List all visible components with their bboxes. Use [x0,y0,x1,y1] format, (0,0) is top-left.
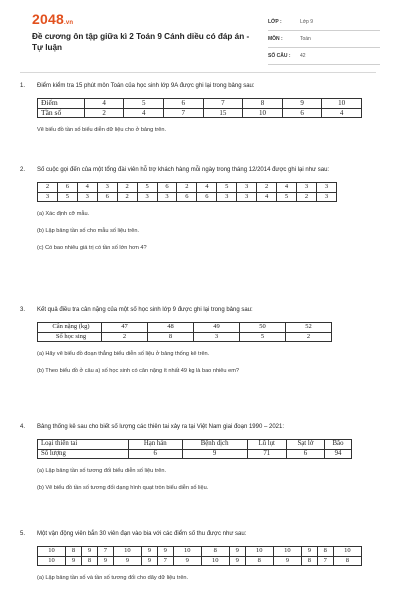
question-number: 3. [20,307,26,313]
table-cell: 7 [317,556,333,566]
table-cell: 6 [57,183,77,193]
question-number: 2. [20,167,26,173]
table-cell: 6 [286,449,324,459]
table-row-header: Số học sing [38,332,102,342]
table-cell: 4 [77,183,97,193]
table-cell: 2 [257,183,277,193]
table-cell: 5 [277,192,297,202]
table-cell: 48 [148,323,194,333]
table-cell: 3 [217,192,237,202]
table-cell: 7 [203,99,243,109]
table-cell: Lũ lụt [247,440,286,450]
question-text: Bảng thống kê sau cho biết số lượng các thiên tai xảy ra tại Việt Nam giai đoạn 1990 – 2021: [37,424,284,430]
table-cell: 3 [97,183,117,193]
table-cell: 49 [194,323,240,333]
table-cell: 9 [97,556,113,566]
question-number: 4. [20,424,26,430]
sub-question: (c) Có bao nhiêu giá trị có tần số lớn hơn 4? [37,245,147,251]
table-cell: 10 [243,108,283,118]
table-cell: 2 [117,183,137,193]
table-row [38,556,362,566]
table-cell: Bão [324,440,351,450]
header-divider [20,72,376,73]
table-cell: 9 [81,547,97,557]
table-cell: 2 [102,332,148,342]
table-cell: 8 [148,332,194,342]
table-cell: 6 [163,99,203,109]
table-cell: 5 [240,332,286,342]
document-title: Đề cương ôn tập giữa kì 2 Toán 9 Cánh diều có đáp án - Tự luận [32,32,250,52]
table-cell: 6 [128,449,182,459]
meta-key: LỚP : [268,19,282,25]
table-cell: 10 [322,99,362,109]
table-cell: 10 [113,547,141,557]
meta-value: Toán [300,36,311,42]
table-cell: Bệnh dịch [182,440,247,450]
sub-question: (a) Lập bảng tần số và tần số tương đối cho dãy dữ liệu trên. [37,575,189,581]
table-cell: 9 [173,556,201,566]
data-table [37,322,332,342]
table-cell: 8 [317,547,333,557]
table-cell: 10 [38,556,66,566]
sub-question: (a) Xác định cỡ mẫu. [37,211,90,217]
document-meta [268,14,380,65]
table-row-header: Điểm [38,99,85,109]
table-cell: 9 [157,547,173,557]
data-table [37,182,337,202]
question-2 [20,165,375,253]
table-cell: 6 [157,183,177,193]
table-row-header: Loại thiên tai [38,440,129,450]
table-cell: 2 [38,183,58,193]
table-cell: 10 [201,556,229,566]
question-5 [20,529,375,583]
table-cell: 7 [163,108,203,118]
table-cell: 5 [124,99,164,109]
meta-row-count [268,48,380,65]
table-cell: 15 [203,108,243,118]
table-cell: 9 [273,556,301,566]
table-row-header: Số lượng [38,449,129,459]
table-cell: 8 [243,99,283,109]
table-cell: 4 [124,108,164,118]
table-cell: 3 [316,183,336,193]
table-cell: 9 [182,449,247,459]
table-cell: 2 [117,192,137,202]
question-text: Một vận động viên bắn 30 viên đạn vào bia với các điểm số thu được như sau: [37,531,247,537]
table-cell: 71 [247,449,286,459]
table-cell: 10 [38,547,66,557]
document-header [12,0,390,70]
table-cell: 10 [333,547,361,557]
table-cell: 8 [201,547,229,557]
meta-key: SỐ CÂU : [268,53,291,59]
table-row [38,192,337,202]
sub-question: (b) Lập bảng tần số cho mẫu số liệu trên. [37,228,139,234]
table-row [38,449,352,459]
question-number: 5. [20,531,26,537]
table-cell: 5 [57,192,77,202]
table-cell: 4 [197,183,217,193]
table-cell: 9 [113,556,141,566]
table-cell: 10 [173,547,201,557]
table-cell: 4 [322,108,362,118]
table-cell: 8 [301,556,317,566]
sub-question: Vẽ biểu đồ tần số biểu diễn dữ liệu cho ở bảng trên. [37,127,167,133]
table-cell: 2 [84,108,124,118]
question-1 [20,81,375,135]
table-cell: 4 [277,183,297,193]
table-row-header: Cân nặng (kg) [38,323,102,333]
question-text: Điểm kiểm tra 15 phút môn Toán của học sinh lớp 9A được ghi lại trong bảng sau: [37,83,255,89]
sub-question: (b) Theo biểu đồ ở câu a) số học sinh có cân nặng ít nhất 49 kg là bao nhiêu em? [37,368,239,374]
table-cell: 8 [333,556,361,566]
sub-question: (a) Lập bảng tần số tương đối biểu diễn số liệu trên. [37,468,167,474]
table-cell: 5 [137,183,157,193]
table-row-header: Tần số [38,108,85,118]
table-cell: 3 [237,183,257,193]
table-cell: Hạn hán [128,440,182,450]
table-row [38,440,352,450]
sub-question: (b) Vẽ biểu đồ tần số tương đối dạng hình quạt tròn biểu diễn số liệu. [37,485,209,491]
data-table [37,439,352,459]
table-cell: 8 [245,556,273,566]
table-row [38,547,362,557]
table-cell: 2 [296,192,316,202]
table-cell: 3 [157,192,177,202]
table-cell: 3 [296,183,316,193]
meta-key: MÔN : [268,36,283,42]
table-cell: 9 [66,556,82,566]
table-cell: 3 [77,192,97,202]
table-cell: 3 [237,192,257,202]
table-cell: 52 [286,323,332,333]
table-cell: 9 [229,547,245,557]
table-cell: 4 [257,192,277,202]
meta-row-class [268,14,380,31]
table-cell: 6 [282,108,322,118]
table-cell: 6 [177,192,197,202]
table-cell: 9 [141,547,157,557]
table-cell: 3 [137,192,157,202]
table-row [38,99,362,109]
meta-value: 42 [300,53,306,59]
table-cell: 3 [194,332,240,342]
table-cell: 3 [38,192,58,202]
table-cell: 50 [240,323,286,333]
table-cell: 8 [81,556,97,566]
table-cell: 6 [197,192,217,202]
meta-row-subject [268,31,380,48]
question-3 [20,305,375,376]
table-cell: 7 [97,547,113,557]
table-cell: 94 [324,449,351,459]
table-cell: 47 [102,323,148,333]
question-text: Số cuộc gọi đến của một tổng đài viên hỗ trợ khách hàng mỗi ngày trong tháng 12/2014 được ghi lại như sau: [37,167,330,173]
site-logo[interactable]: 2048.vn [32,11,74,27]
table-cell: 8 [66,547,82,557]
question-4 [20,422,375,493]
table-cell: 10 [273,547,301,557]
table-row [38,108,362,118]
table-cell: 9 [301,547,317,557]
question-number: 1. [20,83,26,89]
table-cell: 5 [217,183,237,193]
question-text: Kết quả điều tra cân nặng của một số học sinh lớp 9 được ghi lại trong bảng sau: [37,307,253,313]
table-cell: 2 [177,183,197,193]
sub-question: (a) Hãy vẽ biểu đồ đoạn thẳng biểu diễn số liệu ở bảng thống kê trên. [37,351,210,357]
table-cell: 2 [286,332,332,342]
table-cell: 9 [229,556,245,566]
meta-value: Lớp 9 [300,19,314,25]
table-row [38,332,332,342]
data-table [37,98,362,118]
table-cell: 3 [316,192,336,202]
table-cell: Sạt lở [286,440,324,450]
table-cell: 9 [282,99,322,109]
table-row [38,183,337,193]
table-cell: 9 [141,556,157,566]
table-cell: 6 [97,192,117,202]
table-row [38,323,332,333]
data-table [37,546,362,566]
table-cell: 10 [245,547,273,557]
table-cell: 7 [157,556,173,566]
table-cell: 4 [84,99,124,109]
